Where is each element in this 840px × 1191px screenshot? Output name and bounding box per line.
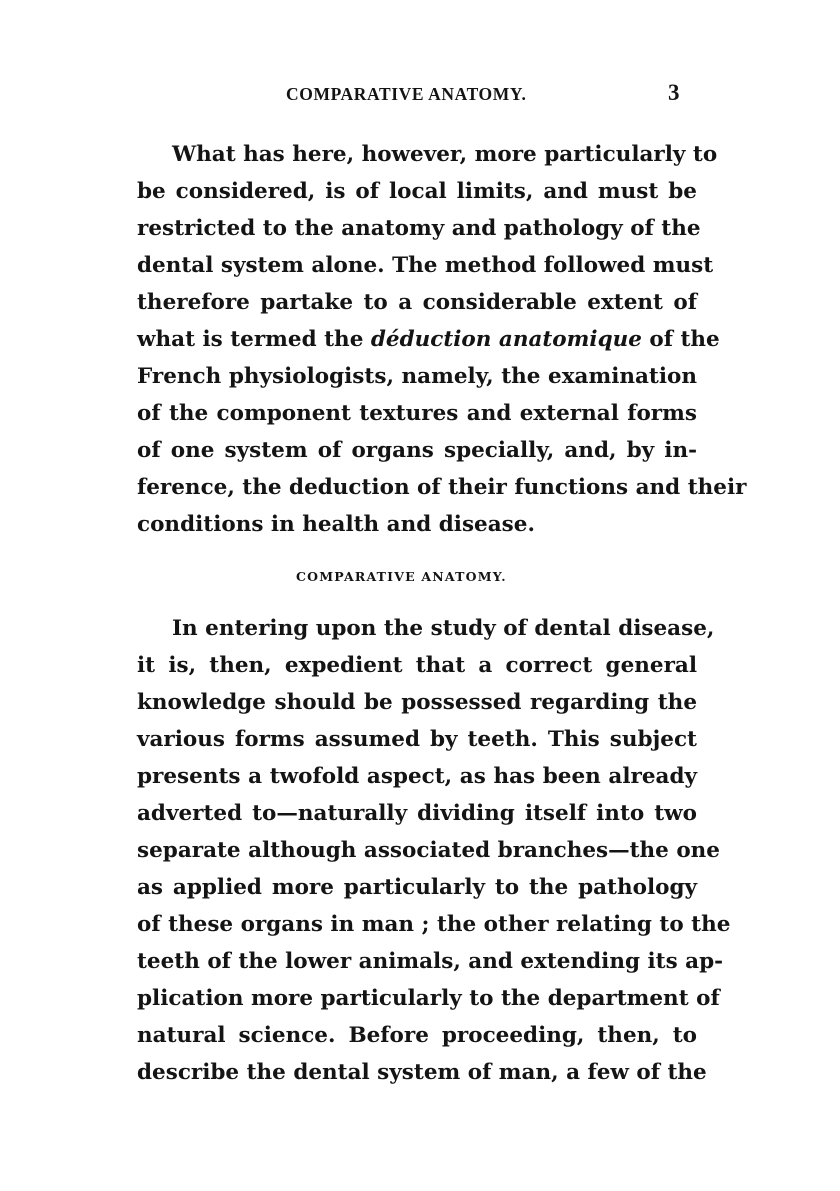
text-line: separate although associated branches—the one <box>137 838 720 863</box>
text-line: be considered, is of local limits, and must be <box>137 179 697 204</box>
text-line: it is, then, expedient that a correct general <box>137 653 697 678</box>
text-line: conditions in health and disease. <box>137 512 535 537</box>
text-line: of one system of organs specially, and, by in- <box>137 438 697 463</box>
text-line: knowledge should be possessed regarding the <box>137 690 697 715</box>
text-line: French physiologists, namely, the examination <box>137 364 697 389</box>
text-line: of the component textures and external forms <box>137 401 697 426</box>
text-line: as applied more particularly to the pathology <box>137 875 697 900</box>
text-line: of these organs in man ; the other relating to the <box>137 912 731 937</box>
text-line: In entering upon the study of dental disease, <box>172 616 715 641</box>
text-line: teeth of the lower animals, and extending its ap- <box>137 949 724 974</box>
text-line: adverted to—naturally dividing itself into two <box>137 801 697 826</box>
text-line: ference, the deduction of their functions and their <box>137 475 747 500</box>
paragraph-comparative-anatomy <box>137 610 731 1091</box>
text-line: restricted to the anatomy and pathology of the <box>137 216 701 241</box>
section-heading: COMPARATIVE ANATOMY. <box>296 569 507 584</box>
text-segment: what is termed the <box>137 327 371 352</box>
text-line: dental system alone. The method followed must <box>137 253 714 278</box>
text-line: various forms assumed by teeth. This subject <box>137 727 697 752</box>
text-line: presents a twofold aspect, as has been already <box>137 764 697 789</box>
text-line: natural science. Before proceeding, then, to <box>137 1023 697 1048</box>
page-number: 3 <box>668 80 680 105</box>
italic-phrase: déduction anatomique <box>370 327 642 352</box>
paragraph-dental-system-method <box>137 136 747 543</box>
text-line: plication more particularly to the department of <box>137 986 720 1011</box>
running-head: COMPARATIVE ANATOMY. <box>286 84 527 104</box>
text-line-with-italic <box>137 321 720 358</box>
text-line: describe the dental system of man, a few of the <box>137 1060 707 1085</box>
text-line: therefore partake to a considerable extent of <box>137 290 697 315</box>
text-segment: of the <box>641 327 720 352</box>
text-line: What has here, however, more particularly to <box>172 142 718 167</box>
